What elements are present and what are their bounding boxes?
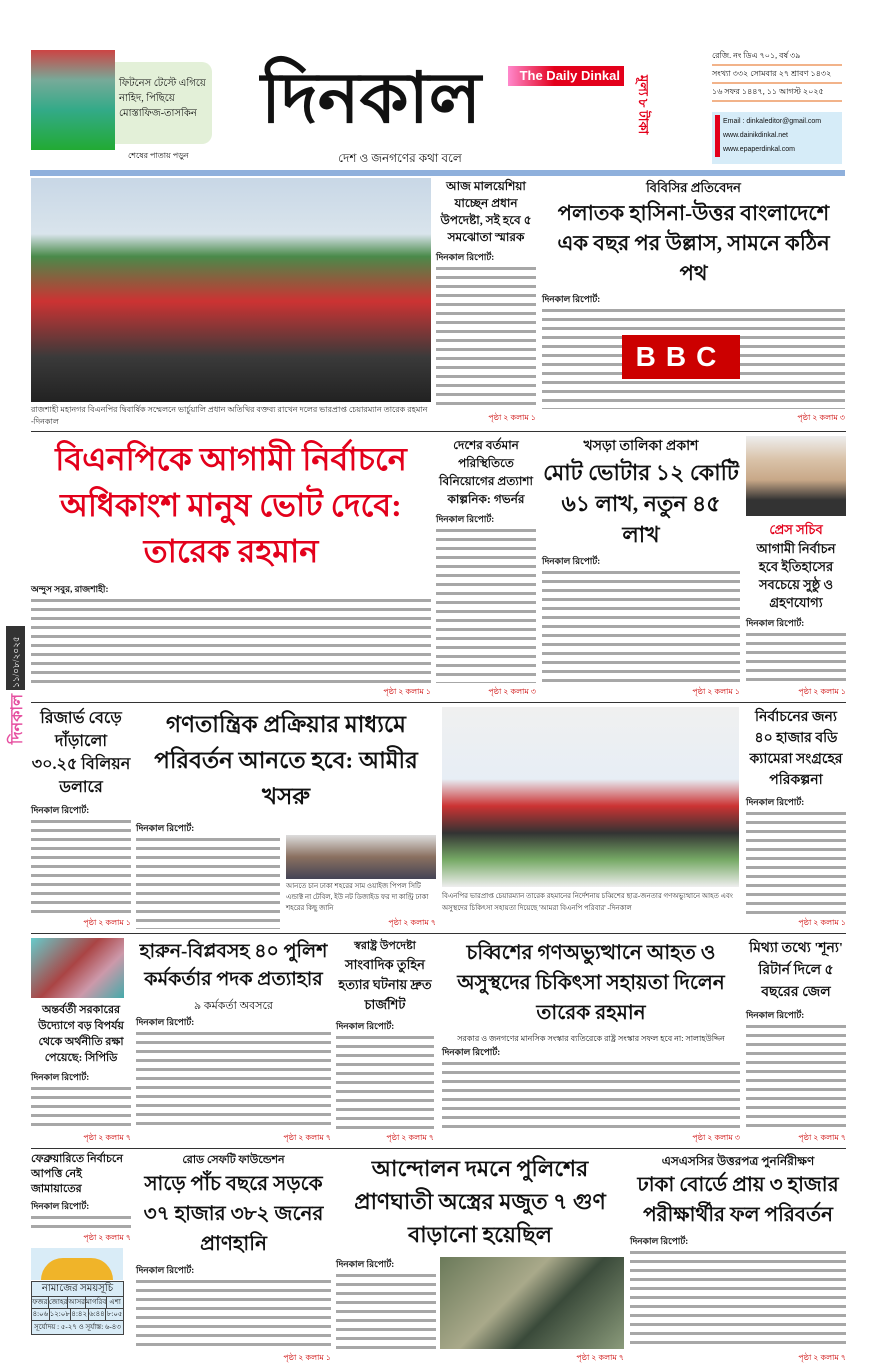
reporter-tag: দিনকাল রিপোর্ট:: [31, 805, 90, 815]
body-text: [336, 1271, 436, 1349]
prayer-times: [32, 1309, 123, 1321]
body-text: [436, 264, 536, 409]
story-road[interactable]: [136, 1152, 331, 1364]
story-chobbish[interactable]: [442, 938, 740, 1144]
email-link[interactable]: Email : dinkaleditor@gmail.com: [715, 115, 839, 129]
teaser-photo: [31, 50, 115, 150]
weapons-body: [336, 1257, 624, 1349]
reporter-tag: দিনকাল রিপোর্ট:: [336, 1259, 395, 1269]
kicker: প্রেস সচিব: [769, 522, 823, 537]
sunrise-sunset: সূর্যোদয় : ৫-২৭ ও সূর্যাস্ত: ৬-৪৩: [34, 1323, 121, 1331]
reporter-tag: দিনকাল রিপোর্ট:: [136, 1264, 195, 1275]
amir-continued-link[interactable]: পৃষ্ঠা ২ কলাম ৭: [388, 918, 436, 927]
headline: সাংবাদিক তুহিন হত্যার ঘটনায় দ্রুত চার্জশিট: [338, 956, 432, 1012]
body-text: [630, 1248, 846, 1349]
headline: মিথ্যা তথ্যে 'শূন্য' রিটার্ন দিলে ৫ বছরের জেল: [749, 941, 843, 1000]
continued-link[interactable]: পৃষ্ঠা ২ কলাম ৩: [797, 413, 845, 422]
bbc-logo: [622, 335, 740, 379]
tarique-headline: বিএনপিকে আগামী নির্বাচনে অধিকাংশ মানুষ ভোট দেবে: তারেক রহমান: [55, 441, 407, 569]
body-text: [136, 1277, 331, 1350]
story-tuhin[interactable]: [336, 938, 434, 1144]
body-text: [31, 1213, 131, 1229]
prayer-name: ফজর: [32, 1298, 48, 1306]
continued-link[interactable]: পৃষ্ঠা ২ কলাম ১: [692, 687, 740, 696]
prayer-title: নামাজের সময়সূচি: [32, 1282, 123, 1297]
weapons-photo: [440, 1257, 624, 1349]
reporter-tag: দিনকাল রিপোর্ট:: [436, 514, 495, 524]
story-malaysia[interactable]: [436, 178, 536, 424]
continued-link[interactable]: পৃষ্ঠা ২ কলাম ৩: [488, 687, 536, 696]
teaser-box[interactable]: [115, 62, 212, 144]
body-text: [746, 1022, 846, 1129]
website-link[interactable]: www.dainikdinkal.net: [715, 129, 839, 143]
story-voters[interactable]: [542, 436, 740, 698]
contact-box: [712, 112, 842, 164]
reporter-tag: দিনকাল রিপোর্ট:: [31, 1201, 90, 1211]
story-bbc[interactable]: [542, 178, 845, 424]
divider: [31, 1148, 846, 1149]
body-text: [136, 1029, 331, 1130]
price: মূল্য ৮ টাকা: [636, 75, 651, 135]
continued-link[interactable]: পৃষ্ঠা ২ কলাম ১: [798, 687, 846, 696]
continued-link[interactable]: পৃষ্ঠা ২ কলাম ৭: [798, 1353, 846, 1362]
continued-link[interactable]: পৃষ্ঠা ২ কলাম ১: [488, 413, 536, 422]
english-name-banner: [508, 66, 624, 86]
prayer-time: ৪:০৬: [32, 1310, 49, 1318]
prayer-name: জোহর: [48, 1298, 68, 1306]
body-text: [31, 817, 131, 914]
headline: মোট ভোটার ১২ কোটি ৬১ লাখ, নতুন ৪৫ লাখ: [543, 460, 739, 547]
reporter-tag: দিনকাল রিপোর্ট:: [136, 1016, 195, 1027]
continued-link[interactable]: পৃষ্ঠা ২ কলাম ১: [283, 1353, 331, 1362]
reporter-tag: দিনকাল রিপোর্ট:: [31, 1072, 90, 1082]
story-governor[interactable]: [436, 436, 536, 698]
prayer-names: [32, 1297, 123, 1309]
headline: দেশের বর্তমান পরিস্থিতিতে বিনিয়োগের প্রত্যাশা কাল্পনিক: গভর্নর: [439, 438, 533, 506]
divider: [31, 702, 846, 703]
headline: চব্বিশের গণঅভ্যুত্থানে আহত ও অসুস্থদের চিকিৎসা সহায়তা দিলেন তারেক রহমান: [457, 942, 725, 1024]
amir-right-column: [286, 835, 436, 929]
headline: নির্বাচনের জন্য ৪০ হাজার বডি ক্যামেরা সংগ্রহের পরিকল্পনা: [749, 710, 843, 788]
headline: অন্তর্বর্তী সরকারের উদ্যোগে বড় বিপর্যয় থেকে অর্থনীতি রক্ষা পেয়েছে: সিপিডি: [38, 1004, 124, 1064]
headline: ফেব্রুয়ারিতে নির্বাচনে আপত্তি নেই জামায়াতের: [31, 1153, 123, 1195]
headline: আজ মালয়েশিয়া যাচ্ছেন প্রধান উপদেষ্টা, সই হবে ৫ সমঝোতা স্মারক: [440, 179, 532, 244]
story-weapons[interactable]: [336, 1152, 624, 1364]
divider: [31, 431, 846, 432]
english-name: The Daily Dinkal: [519, 68, 620, 83]
side-name: দিনকাল: [9, 694, 26, 745]
kicker: স্বরাষ্ট্র উপদেষ্টা: [354, 940, 416, 952]
lead-photo-caption: রাজশাহী মহানগর বিএনপির দ্বিবার্ষিক সম্মেলনে ভার্চুয়ালি প্রধান অতিথির বক্তব্য রাখেন দলের ভারপ্রাপ্ত চেয়ারম্যান তারেক রহমান -দিনকাল: [31, 405, 428, 426]
story-press-secretary[interactable]: [746, 520, 846, 698]
prayer-name: আসর: [68, 1298, 86, 1306]
story-reserve[interactable]: [31, 707, 131, 929]
issue: সংখ্যা ৩৩২ সোমবার ২৭ শ্রাবণ ১৪৩২: [712, 66, 842, 84]
weapons-text-column: [336, 1257, 436, 1349]
body-text: [336, 1033, 434, 1130]
registration: রেজি. নং ডিএ ৭০১, বর্ষ ৩৯: [712, 48, 842, 66]
lead-photo: [31, 178, 431, 402]
prayer-time: ১২:০৮: [49, 1310, 70, 1318]
prayer-name: এশা: [109, 1298, 121, 1306]
chobbish-photo: [442, 707, 739, 887]
body-text: [746, 630, 846, 684]
prayer-time: ৮:০৫: [106, 1310, 123, 1318]
story-ssc[interactable]: [630, 1152, 846, 1364]
bbc-logo-text: BBC: [635, 341, 727, 373]
masthead-logo: দিনকাল: [260, 61, 481, 138]
headline: আগামী নির্বাচন হবে ইতিহাসের সবচেয়ে সুষ্ঠু ও গ্রহণযোগ্য: [756, 540, 836, 610]
date: ১৬ সফর ১৪৪৭, ১১ আগস্ট ২০২৫: [712, 84, 842, 102]
body-text: [436, 526, 536, 683]
epaper-link[interactable]: www.epaperdinkal.com: [715, 143, 839, 157]
body-text: [136, 835, 280, 929]
continued-link[interactable]: পৃষ্ঠা ২ কলাম ৭: [83, 1233, 131, 1242]
amir-inset-photo: [286, 835, 436, 879]
story-jamaat[interactable]: [31, 1152, 131, 1244]
body-text: [442, 1059, 740, 1129]
body-text: [31, 1084, 131, 1129]
subheadline: ৯ কর্মকর্তা অবসরে: [194, 1000, 273, 1012]
kicker: বিবিসির প্রতিবেদন: [646, 180, 741, 195]
masthead-rule: [30, 170, 845, 176]
story-cameras[interactable]: [746, 707, 846, 929]
continued-link[interactable]: পৃষ্ঠা ২ কলাম ৭: [798, 1133, 846, 1142]
prayer-name: মাগরিব: [86, 1298, 107, 1306]
continued-link[interactable]: পৃষ্ঠা ২ কলাম ৭: [283, 1133, 331, 1142]
reporter-tag: দিনকাল রিপোর্ট:: [542, 556, 601, 566]
story-tarique[interactable]: [31, 436, 431, 698]
story-amir[interactable]: [136, 707, 436, 929]
headline: সাড়ে পাঁচ বছরে সড়কে ৩৭ হাজার ৩৮২ জনের প্রাণহানি: [143, 1172, 324, 1255]
reporter-tag: দিনকাল রিপোর্ট:: [436, 252, 495, 262]
side-strip: [0, 600, 28, 770]
teaser-more-link[interactable]: শেষের পাতায় পড়ুন: [128, 151, 189, 160]
story-cpd[interactable]: [31, 1002, 131, 1144]
mosque-graphic: [31, 1248, 123, 1280]
weapons-headline: আন্দোলন দমনে পুলিশের প্রাণঘাতী অস্ত্রের মজুত ৭ গুণ বাড়ানো হয়েছিল: [354, 1156, 606, 1247]
prayer-times-box: [31, 1281, 124, 1335]
prayer-time: ৬:৪৪: [89, 1310, 105, 1318]
reporter-tag: দিনকাল রিপোর্ট:: [630, 1236, 689, 1246]
headline: ঢাকা বোর্ডে প্রায় ৩ হাজার পরীক্ষার্থীর ফল পরিবর্তন: [637, 1174, 839, 1226]
continued-link[interactable]: পৃষ্ঠা ২ কলাম ১: [383, 687, 431, 696]
reporter-tag: দিনকাল রিপোর্ট:: [136, 823, 195, 833]
reporter-tag: দিনকাল রিপোর্ট:: [746, 617, 805, 628]
cpd-photo: [31, 938, 124, 998]
tagline: দেশ ও জনগণের কথা বলে: [338, 151, 462, 165]
press-secretary-photo: [746, 436, 846, 516]
continued-link[interactable]: পৃষ্ঠা ২ কলাম ৭: [386, 1133, 434, 1142]
kicker: এসএসসির উত্তরপত্র পুনর্নিরীক্ষণ: [661, 1154, 815, 1168]
byline: অন্দুস সবুর, রাজশাহী:: [31, 584, 109, 594]
story-zero-return[interactable]: [746, 938, 846, 1144]
reporter-tag: দিনকাল রিপোর্ট:: [336, 1020, 395, 1031]
teaser-headline: ফিটনেস টেস্টে এগিয়ে নাহিদ, পিছিয়ে মোস্তাফিজ-তাসকিন: [119, 78, 206, 119]
continued-link[interactable]: পৃষ্ঠা ২ কলাম ১: [798, 918, 846, 927]
chobbish-photo-caption: বিএনপির ভারপ্রাপ্ত চেয়ারম্যান তারেক রহমানের নির্দেশনায় চব্বিশের ছাত্র-জনতার গণঅভ্যুত্থানে আহত এবং অসুস্থদের চিকিৎসা সহায়তা দিয়েছে 'আমরা বিএনপি পরিবার' -দিনকাল: [442, 892, 733, 912]
story-police[interactable]: [136, 938, 331, 1144]
weapons-continued-link[interactable]: পৃষ্ঠা ২ কলাম ৭: [576, 1353, 624, 1362]
reporter-tag: দিনকাল রিপোর্ট:: [442, 1047, 501, 1057]
kicker: খসড়া তালিকা প্রকাশ: [583, 439, 699, 454]
mosque-icon: [41, 1258, 113, 1280]
body-text: [746, 809, 846, 914]
amir-photo-caption: আনতে চান ঢাকা শহরের সাম ওয়াইজ পিপল সিটি এন্ডাক্ট না টেবিল, ইউ নট ডিজাইড ফর দা কান্ট্রি ঢাকা শহরের কিছু জানি: [286, 882, 429, 912]
headline: হারুন-বিপ্লবসহ ৪০ পুলিশ কর্মকর্তার পদক প্রত্যাহার: [139, 941, 328, 990]
headline: রিজার্ভ বেড়ে দাঁড়ালো ৩০.২৫ বিলিয়ন ডলারে: [31, 710, 131, 796]
subheadline: সরকার ও জনগণের মানসিক সংস্কার ব্যতিরেকে রাষ্ট্র সংস্কার সফল হবে না: সালাহউদ্দিন: [457, 1034, 725, 1043]
continued-link[interactable]: পৃষ্ঠা ২ কলাম ৩: [692, 1133, 740, 1142]
prayer-time: ৪:৪২: [71, 1310, 88, 1318]
side-date: ১১/০৮/২০২৫: [6, 626, 25, 690]
amir-body: [136, 835, 436, 929]
bbc-body: [542, 306, 845, 410]
headline: গণতান্ত্রিক প্রক্রিয়ার মাধ্যমে পরিবর্তন আনতে হবে: আমীর খসরু: [154, 712, 418, 809]
reporter-tag: দিনকাল রিপোর্ট:: [746, 797, 805, 807]
reporter-tag: দিনকাল রিপোর্ট:: [746, 1010, 805, 1020]
divider: [31, 933, 846, 934]
edition-info: [712, 48, 842, 102]
reporter-tag: দিনকাল রিপোর্ট:: [542, 293, 601, 304]
headline: পলাতক হাসিনা-উত্তর বাংলাদেশে এক বছর পর উল্লাস, সামনে কঠিন পথ: [557, 200, 830, 285]
body-text: [542, 568, 740, 683]
continued-link[interactable]: পৃষ্ঠা ২ কলাম ১: [83, 918, 131, 927]
kicker: রোড সেফটি ফাউন্ডেশন: [182, 1154, 285, 1166]
continued-link[interactable]: পৃষ্ঠা ২ কলাম ৭: [83, 1133, 131, 1142]
body-text: [31, 596, 431, 683]
